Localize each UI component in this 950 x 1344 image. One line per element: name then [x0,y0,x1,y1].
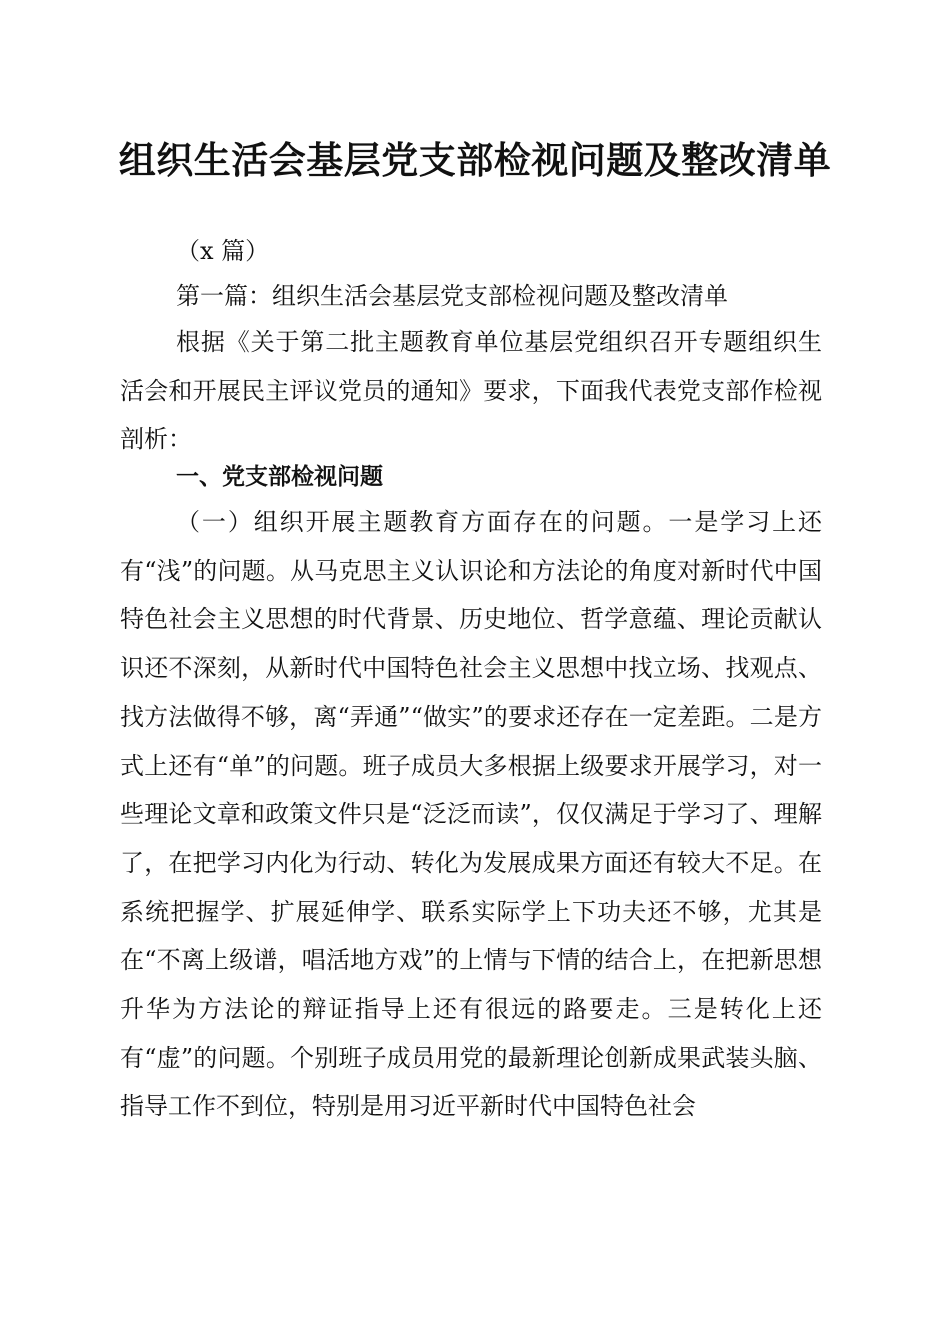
content-paragraph: （一）组织开展主题教育方面存在的问题。一是学习上还有“浅”的问题。从马克思主义认识论和方法论的角度对新时代中国特色社会主义思想的时代背景、历史地位、哲学意蕴、理论贡献认识还不深刻，从新时代中国特色社会主义思想中找立场、找观点、找方法做得不够，离“弄通”“做实”的要求还存在一定差距。二是方式上还有“单”的问题。班子成员大多根据上级要求开展学习，对一些理论文章和政策文件只是“泛泛而读”，仅仅满足于学习了、理解了，在把学习内化为行动、转化为发展成果方面还有较大不足。在系统把握学、扩展延伸学、联系实际学上下功夫还不够，尤其是在“不离上级谱，唱活地方戏”的上情与下情的结合上，在把新思想升华为方法论的辩证指导上还有很远的路要走。三是转化上还有“虚”的问题。个别班子成员用党的最新理论创新成果武装头脑、指导工作不到位，特别是用习近平新时代中国特色社会 [120,508,822,1121]
chapter-title: 第一篇：组织生活会基层党支部检视问题及整改清单 [176,282,728,310]
intro-paragraph: 根据《关于第二批主题教育单位基层党组织召开专题组织生活会和开展民主评议党员的通知》要求，下面我代表党支部作检视剖析： [120,328,822,454]
document-title: 组织生活会基层党支部检视问题及整改清单 [118,138,832,182]
document-subtitle: （x 篇） [176,237,270,265]
section-heading: 一、党支部检视问题 [176,464,383,490]
